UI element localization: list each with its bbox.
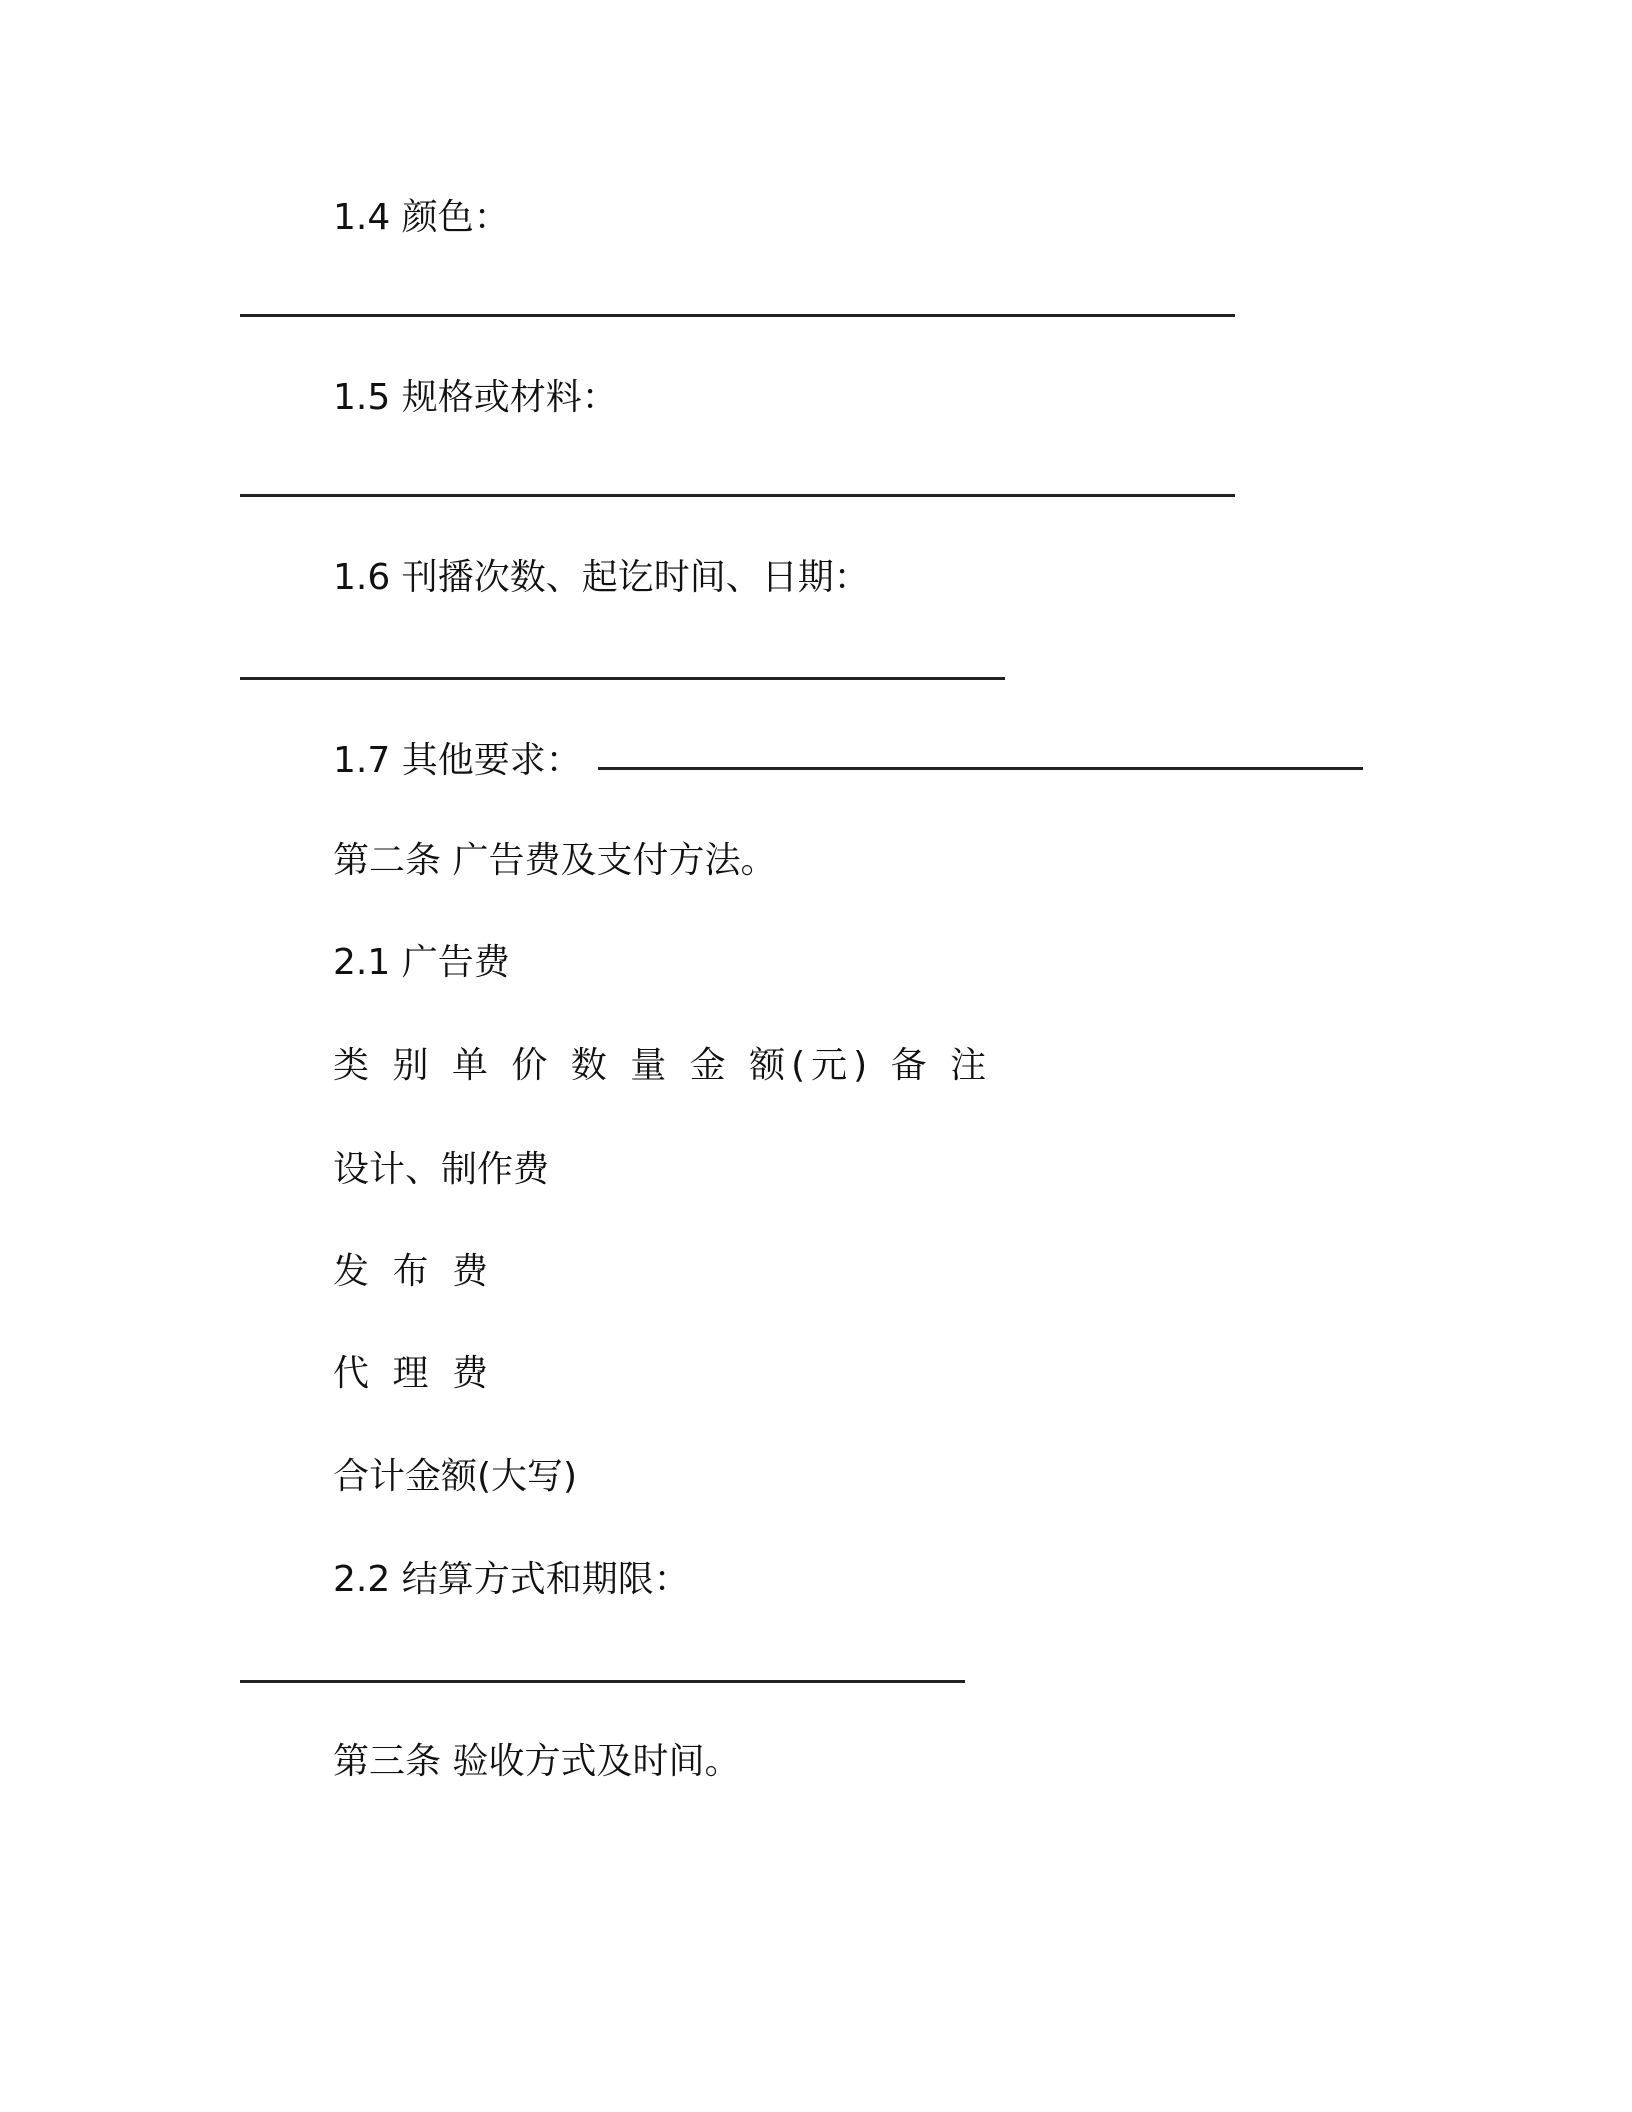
item-1-4-color: 1.4 颜色： xyxy=(333,197,510,238)
fee-row-agency: 代 理 费 xyxy=(333,1353,494,1394)
fee-row-design: 设计、制作费 xyxy=(333,1149,550,1190)
fee-row-publish: 发 布 费 xyxy=(333,1251,494,1292)
item-1-5-spec: 1.5 规格或材料： xyxy=(333,377,618,418)
fill-in-blank-settlement xyxy=(240,1680,965,1683)
fee-table-header: 类 别 单 价 数 量 金 额(元) 备 注 xyxy=(333,1045,993,1086)
fee-row-total: 合计金额(大写) xyxy=(333,1456,578,1497)
item-1-6-schedule: 1.6 刊播次数、起讫时间、日期： xyxy=(333,557,870,598)
fill-in-blank-spec xyxy=(240,494,1235,497)
article-2-heading: 第二条 广告费及支付方法。 xyxy=(333,840,777,881)
item-1-7-other-label: 1.7 其他要求： xyxy=(333,740,582,781)
item-2-1-fee: 2.1 广告费 xyxy=(333,942,510,983)
item-1-7-other xyxy=(333,739,1363,783)
fill-in-blank-color xyxy=(240,314,1235,317)
item-2-2-settlement: 2.2 结算方式和期限： xyxy=(333,1559,690,1600)
article-3-heading: 第三条 验收方式及时间。 xyxy=(333,1741,741,1782)
fill-in-blank-schedule xyxy=(240,677,1005,680)
fill-in-blank-other xyxy=(598,767,1363,770)
